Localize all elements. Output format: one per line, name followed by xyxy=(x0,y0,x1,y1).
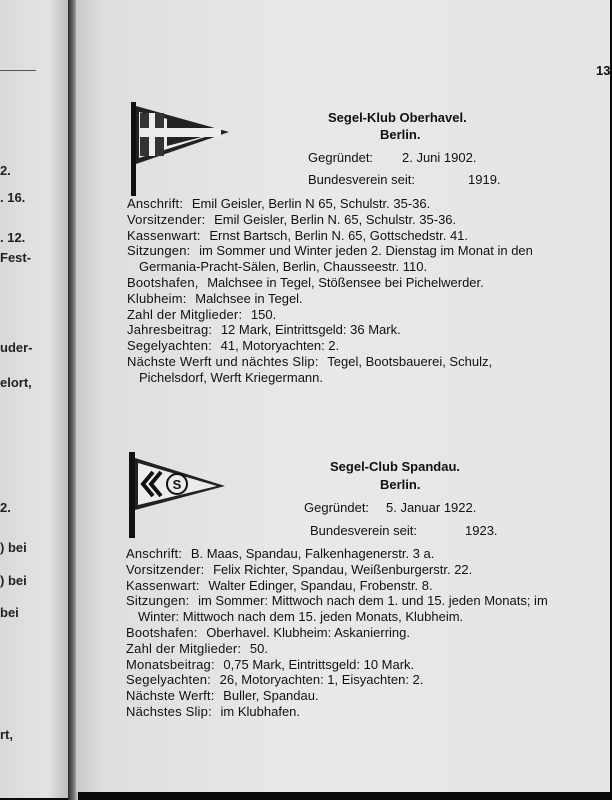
entry-value: Oberhavel. Klubheim: Askanierring. xyxy=(206,624,410,640)
club-detail-entry xyxy=(126,672,552,688)
club-detail-entry xyxy=(126,688,552,704)
entry-value: 12 Mark, Eintrittsgeld: 36 Mark. xyxy=(220,322,401,338)
page-number: 13 xyxy=(596,63,611,78)
left-page-fragment: . 12. xyxy=(0,230,26,245)
entry-value: 150. xyxy=(250,306,277,322)
club-details-list xyxy=(127,196,553,386)
club-detail-entry xyxy=(127,291,553,307)
federation-label: Bundesverein seit: xyxy=(310,523,417,538)
pennant-letter: S xyxy=(172,477,182,492)
club-detail-entry xyxy=(126,704,552,720)
entry-key: Anschrift: xyxy=(127,196,184,211)
club-detail-entry xyxy=(127,212,553,228)
entry-value: 50. xyxy=(249,640,268,656)
left-page-fragment: uder- xyxy=(0,340,33,355)
founded-label: Gegründet: xyxy=(308,150,374,165)
club-city: Berlin. xyxy=(380,127,421,142)
entry-key: Zahl der Mitglieder: xyxy=(127,306,243,322)
founded-value: 5. Januar 1922. xyxy=(386,500,477,515)
entry-value: im Sommer: Mittwoch nach dem 1. und 15. jeden Monats; im Winter: Mittwoch nach dem 15. jeden Monats, Klubheim. xyxy=(138,593,548,625)
club-detail-entry xyxy=(126,562,552,578)
founded-row xyxy=(308,150,477,165)
club-detail-entry xyxy=(127,196,553,212)
entry-key: Bootshafen: xyxy=(126,624,198,640)
entry-key: Vorsitzender: xyxy=(126,561,205,577)
club-detail-entry xyxy=(126,546,552,562)
entry-key: Jahresbeitrag: xyxy=(127,322,213,338)
entry-key: Zahl der Mitglieder: xyxy=(126,640,242,656)
entry-value: Malchsee in Tegel. xyxy=(195,290,303,306)
entry-value: Felix Richter, Spandau, Weißenburgerstr. 22. xyxy=(213,561,473,577)
entry-value: Emil Geisler, Berlin N. 65, Schulstr. 35-36. xyxy=(214,211,457,227)
club-detail-entry xyxy=(127,275,553,291)
left-page-fragment: ) bei xyxy=(0,573,27,588)
club-detail-entry xyxy=(126,657,552,673)
club-detail-entry xyxy=(126,593,552,625)
left-page-fragment: rt, xyxy=(0,727,13,742)
entry-value: 26, Motoryachten: 1, Eisyachten: 2. xyxy=(219,672,424,688)
entry-key: Monatsbeitrag: xyxy=(126,656,215,672)
club-detail-entry xyxy=(127,228,553,244)
entry-key: Vorsitzender: xyxy=(127,211,206,227)
entry-value: Malchsee in Tegel, Stößensee bei Pichelwerder. xyxy=(207,274,484,290)
federation-value: 1923. xyxy=(465,523,498,538)
entry-value: Buller, Spandau. xyxy=(223,688,319,704)
left-page-fragment: bei xyxy=(0,605,19,620)
entry-key: Kassenwart: xyxy=(127,227,201,243)
entry-key: Sitzungen: xyxy=(127,243,191,259)
entry-key: Kassenwart: xyxy=(126,577,200,593)
entry-value: Emil Geisler, Berlin N 65, Schulstr. 35-36. xyxy=(191,196,431,211)
club-detail-entry xyxy=(126,641,552,657)
left-page-fragment: 2. xyxy=(0,163,11,178)
federation-row xyxy=(310,523,498,538)
left-page-fragment: 2. xyxy=(0,500,11,515)
entry-value: 41, Motoryachten: 2. xyxy=(220,338,340,354)
founded-row xyxy=(304,500,477,515)
right-page xyxy=(76,0,610,792)
entry-key: Nächste Werft und nächtes Slip: xyxy=(127,353,319,369)
club-detail-entry xyxy=(127,243,553,275)
left-page-fragment: . 16. xyxy=(0,190,26,205)
entry-key: Klubheim: xyxy=(127,290,187,306)
left-page xyxy=(0,0,68,798)
club-detail-entry xyxy=(126,625,552,641)
entry-key: Segelyachten: xyxy=(126,672,211,688)
entry-value: Tegel, Bootsbauerei, Schulz, Pichelsdorf, Werft Kriegermann. xyxy=(139,353,493,385)
left-page-fragment: ) bei xyxy=(0,540,27,555)
club-detail-entry xyxy=(126,578,552,594)
cs-pennant-icon xyxy=(125,452,235,542)
left-page-fragment: Fest- xyxy=(0,250,32,265)
club-name: Segel-Club Spandau. xyxy=(330,459,461,474)
club-city: Berlin. xyxy=(380,477,421,492)
cross-pennant-icon xyxy=(127,102,237,197)
entry-value: B. Maas, Spandau, Falkenhagenerstr. 3 a. xyxy=(190,546,435,561)
club-name: Segel-Klub Oberhavel. xyxy=(328,110,467,125)
entry-key: Nächste Werft: xyxy=(126,688,215,704)
founded-label: Gegründet: xyxy=(304,500,370,515)
club-detail-entry xyxy=(127,338,553,354)
left-page-rule xyxy=(0,70,36,71)
club-details-list xyxy=(126,546,552,720)
entry-key: Sitzungen: xyxy=(126,593,190,609)
entry-value: im Klubhafen. xyxy=(220,703,301,719)
club-detail-entry xyxy=(127,322,553,338)
federation-row xyxy=(308,172,501,187)
federation-label: Bundesverein seit: xyxy=(308,172,415,187)
entry-value: Ernst Bartsch, Berlin N. 65, Gottschedstr. 41. xyxy=(209,227,469,243)
club-detail-entry xyxy=(127,307,553,323)
federation-value: 1919. xyxy=(468,172,501,187)
left-page-fragment: elort, xyxy=(0,375,32,390)
entry-key: Bootshafen, xyxy=(127,274,199,290)
founded-value: 2. Juni 1902. xyxy=(402,150,477,165)
entry-value: Walter Edinger, Spandau, Frobenstr. 8. xyxy=(208,577,433,593)
entry-key: Segelyachten: xyxy=(127,338,212,354)
entry-key: Nächstes Slip: xyxy=(126,703,212,719)
entry-value: 0,75 Mark, Eintrittsgeld: 10 Mark. xyxy=(223,656,415,672)
entry-value: im Sommer und Winter jeden 2. Dienstag im Monat in den Germania-Pracht-Sälen, Berlin, Chausseestr. 110. xyxy=(139,243,533,275)
entry-key: Anschrift: xyxy=(126,546,183,561)
club-detail-entry xyxy=(127,354,553,386)
